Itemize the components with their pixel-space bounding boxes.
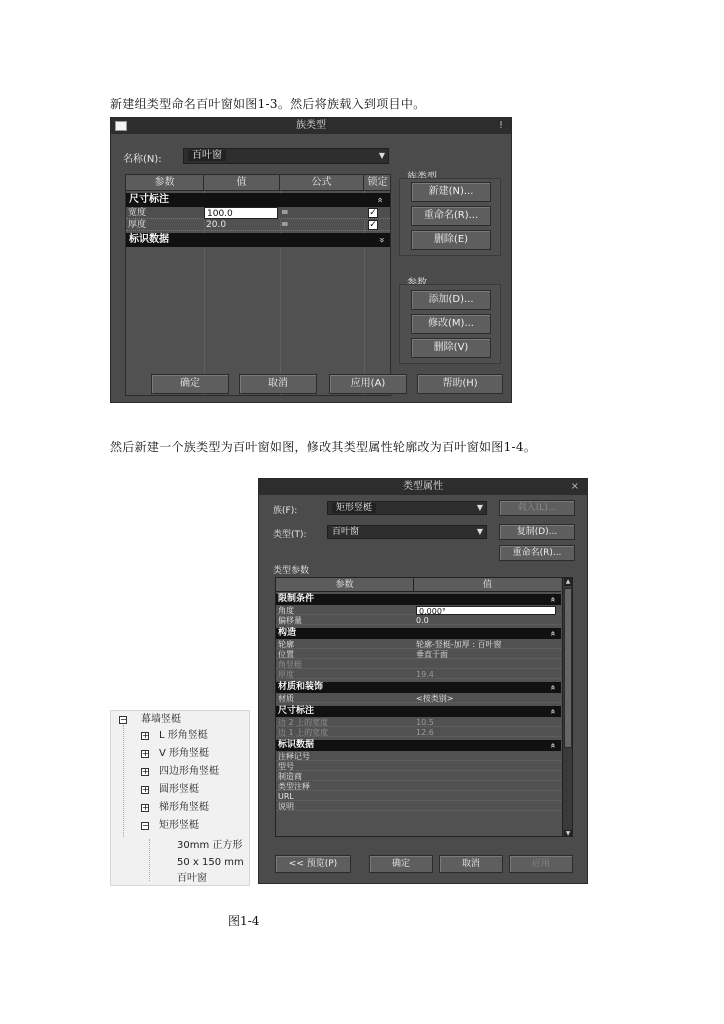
group-label: 标识数据: [278, 740, 315, 750]
cancel-button[interactable]: 取消: [439, 855, 503, 873]
rename-button[interactable]: 重命名(R)...: [499, 545, 575, 561]
tree-leaf-louver[interactable]: [177, 872, 207, 886]
param-group[interactable]: [276, 682, 561, 693]
family-tree: [110, 710, 250, 886]
collapse-box-icon[interactable]: −: [120, 715, 127, 724]
param-name: 注释记号: [278, 752, 310, 761]
close-icon[interactable]: ×: [570, 481, 579, 492]
remove-param-button[interactable]: 删除(V): [411, 338, 491, 358]
name-combo[interactable]: [183, 148, 389, 164]
rename-type-button[interactable]: 重命名(R)...: [411, 206, 491, 226]
param-name: 角度: [278, 606, 294, 615]
param-row[interactable]: [276, 640, 561, 649]
group-dimensions[interactable]: [126, 193, 390, 207]
param-name: 型号: [278, 762, 294, 771]
group-label: 材质和装饰: [278, 682, 324, 692]
param-row[interactable]: [276, 694, 561, 703]
param-value[interactable]: 20.0: [206, 220, 227, 230]
col-header-lock[interactable]: 锁定: [367, 177, 388, 188]
param-name: 位置: [278, 650, 294, 659]
tree-leaf-label: 50 x 150 mm: [177, 857, 244, 868]
tree-node-label: 矩形竖梃: [159, 820, 199, 831]
param-group[interactable]: [276, 628, 561, 639]
expand-box-icon[interactable]: +: [142, 731, 149, 740]
expand-icon[interactable]: »: [375, 236, 387, 244]
chevron-down-icon[interactable]: ▼: [476, 527, 483, 536]
collapse-icon[interactable]: »: [548, 596, 559, 603]
collapse-icon[interactable]: »: [374, 196, 386, 204]
delete-type-button[interactable]: 删除(E): [411, 230, 491, 250]
param-name: 说明: [278, 802, 294, 811]
new-type-button[interactable]: 新建(N)...: [411, 182, 491, 202]
parameters-grid: [125, 174, 391, 396]
col-header-formula[interactable]: 公式: [280, 175, 364, 191]
param-value[interactable]: 0.000°: [416, 606, 556, 615]
col-header-param[interactable]: 参数: [276, 578, 414, 592]
collapse-icon[interactable]: »: [548, 708, 559, 715]
tree-node-label: 幕墙竖梃: [141, 714, 181, 725]
collapse-box-icon[interactable]: −: [142, 821, 149, 830]
lock-checkbox[interactable]: ✓: [369, 220, 377, 230]
tree-leaf-label: 30mm 正方形: [177, 840, 243, 851]
tree-node-label: 圆形竖梃: [159, 784, 199, 795]
apply-button[interactable]: 应用: [509, 855, 573, 873]
param-row[interactable]: [276, 762, 561, 771]
param-group[interactable]: [276, 740, 561, 751]
figure-caption: 图1-4: [228, 914, 260, 928]
chevron-down-icon[interactable]: ▼: [476, 503, 483, 512]
param-name: 厚度: [128, 220, 147, 230]
expand-box-icon[interactable]: +: [142, 803, 149, 812]
param-value[interactable]: 轮廓-竖梃-加厚 : 百叶窗: [416, 640, 502, 649]
param-name: 厚度: [278, 670, 294, 679]
param-row[interactable]: [276, 752, 561, 761]
ok-button[interactable]: 确定: [369, 855, 433, 873]
group-label: 标识数据: [129, 234, 169, 245]
param-value[interactable]: 垂直于面: [416, 650, 448, 659]
group-label: 限制条件: [278, 594, 315, 604]
param-row[interactable]: [276, 772, 561, 781]
param-value[interactable]: <按类别>: [416, 694, 454, 703]
type-params-grid: [275, 577, 573, 837]
load-button[interactable]: 载入(L)...: [499, 500, 575, 516]
scroll-down-icon[interactable]: ▼: [565, 830, 571, 837]
family-combo[interactable]: [327, 501, 487, 515]
param-value[interactable]: 12.6: [416, 728, 434, 737]
scroll-thumb[interactable]: [564, 588, 572, 748]
param-row[interactable]: [126, 207, 390, 219]
group-label: 尺寸标注: [129, 194, 169, 205]
param-name: 制造商: [278, 772, 302, 781]
family-types-dialog: [110, 117, 512, 403]
param-name: 边 1 上的宽度: [278, 728, 329, 737]
param-name: 角竖梃: [278, 660, 302, 669]
type-params-label: 类型参数: [273, 566, 310, 576]
type-properties-dialog: [258, 478, 588, 884]
param-name: 宽度: [128, 208, 147, 218]
tree-node-label: L 形角竖梃: [159, 730, 208, 741]
param-row[interactable]: [276, 728, 561, 737]
dialog-title: 族类型: [296, 120, 326, 131]
tree-connector: [149, 839, 150, 881]
param-row[interactable]: [276, 670, 561, 679]
param-group[interactable]: [276, 594, 561, 605]
expand-box-icon[interactable]: +: [142, 749, 149, 758]
cancel-button[interactable]: 取消: [239, 374, 317, 394]
param-name: 边 2 上的宽度: [278, 718, 329, 727]
param-value[interactable]: 10.5: [416, 718, 434, 727]
param-row[interactable]: [276, 616, 561, 625]
grid-header: [126, 175, 390, 191]
tree-node-label: 梯形角竖梃: [159, 802, 209, 813]
collapse-icon[interactable]: »: [548, 742, 559, 749]
param-row[interactable]: [276, 650, 561, 659]
param-row[interactable]: [276, 782, 561, 791]
tree-leaf-label: 百叶窗: [177, 873, 207, 884]
add-param-button[interactable]: 添加(D)...: [411, 290, 491, 310]
group-label: 尺寸标注: [278, 706, 315, 716]
vertical-scrollbar[interactable]: [562, 578, 573, 837]
type-value: 百叶窗: [332, 527, 360, 537]
help-button[interactable]: 帮助(H): [417, 374, 503, 394]
preview-button[interactable]: << 预览(P): [275, 855, 351, 873]
param-row[interactable]: [276, 792, 561, 801]
col-header-param[interactable]: 参数: [126, 175, 204, 191]
apply-button[interactable]: 应用(A): [329, 374, 407, 394]
collapse-icon[interactable]: »: [548, 630, 559, 637]
tree-node-label: 四边形角竖梃: [159, 766, 219, 777]
param-name: 偏移量: [278, 616, 302, 625]
name-label: 名称(N):: [123, 154, 162, 165]
param-row[interactable]: [276, 718, 561, 727]
param-value[interactable]: 0.0: [416, 616, 429, 625]
param-formula[interactable]: =: [281, 220, 289, 230]
tree-leaf-30mm[interactable]: [177, 839, 242, 853]
param-name: 轮廓: [278, 640, 294, 649]
lock-checkbox[interactable]: ✓: [369, 208, 377, 218]
group-label: 构造: [278, 628, 297, 638]
param-value[interactable]: 19.4: [416, 670, 434, 679]
param-group[interactable]: [276, 706, 561, 717]
param-row[interactable]: [276, 606, 561, 615]
duplicate-button[interactable]: 复制(D)...: [499, 524, 575, 540]
group-identity[interactable]: [126, 233, 390, 247]
param-name: 类型注释: [278, 782, 310, 791]
param-value[interactable]: 100.0: [204, 207, 278, 219]
chevron-down-icon[interactable]: ▼: [378, 151, 385, 160]
param-name: 材质: [278, 694, 294, 703]
paragraph-2: 然后新建一个族类型为百叶窗如图，修改其类型属性轮廓改为百叶窗如图1-4。: [110, 440, 537, 454]
dialog-titlebar[interactable]: [111, 118, 511, 134]
modify-param-button[interactable]: 修改(M)...: [411, 314, 491, 334]
tree-leaf-50x150[interactable]: [177, 856, 244, 870]
tree-node-label: V 形角竖梃: [159, 748, 210, 759]
param-formula[interactable]: =: [281, 208, 289, 218]
family-value: 矩形竖梃: [332, 503, 376, 513]
family-label: 族(F):: [273, 506, 298, 516]
dialog-title: 类型属性: [403, 481, 443, 492]
param-name: URL: [278, 792, 294, 801]
collapse-icon[interactable]: »: [548, 684, 559, 691]
dialog-titlebar[interactable]: [259, 479, 587, 495]
grid-header: [276, 578, 561, 592]
col-header-value[interactable]: 值: [204, 175, 280, 191]
close-icon[interactable]: !: [498, 120, 503, 131]
type-label: 类型(T):: [273, 530, 307, 540]
window-icon: [115, 121, 127, 131]
expand-box-icon[interactable]: +: [142, 785, 149, 794]
scroll-up-icon[interactable]: ▲: [565, 578, 571, 585]
ok-button[interactable]: 确定: [151, 374, 229, 394]
param-row[interactable]: [126, 219, 390, 231]
param-row[interactable]: [276, 660, 561, 669]
col-header-value[interactable]: 值: [482, 580, 492, 590]
tree-connector: [123, 725, 124, 837]
param-row[interactable]: [276, 802, 561, 811]
paragraph-1: 新建组类型命名百叶窗如图1-3。然后将族载入到项目中。: [110, 97, 426, 111]
name-value: 百叶窗: [188, 150, 226, 161]
expand-box-icon[interactable]: +: [142, 767, 149, 776]
type-combo[interactable]: [327, 525, 487, 539]
